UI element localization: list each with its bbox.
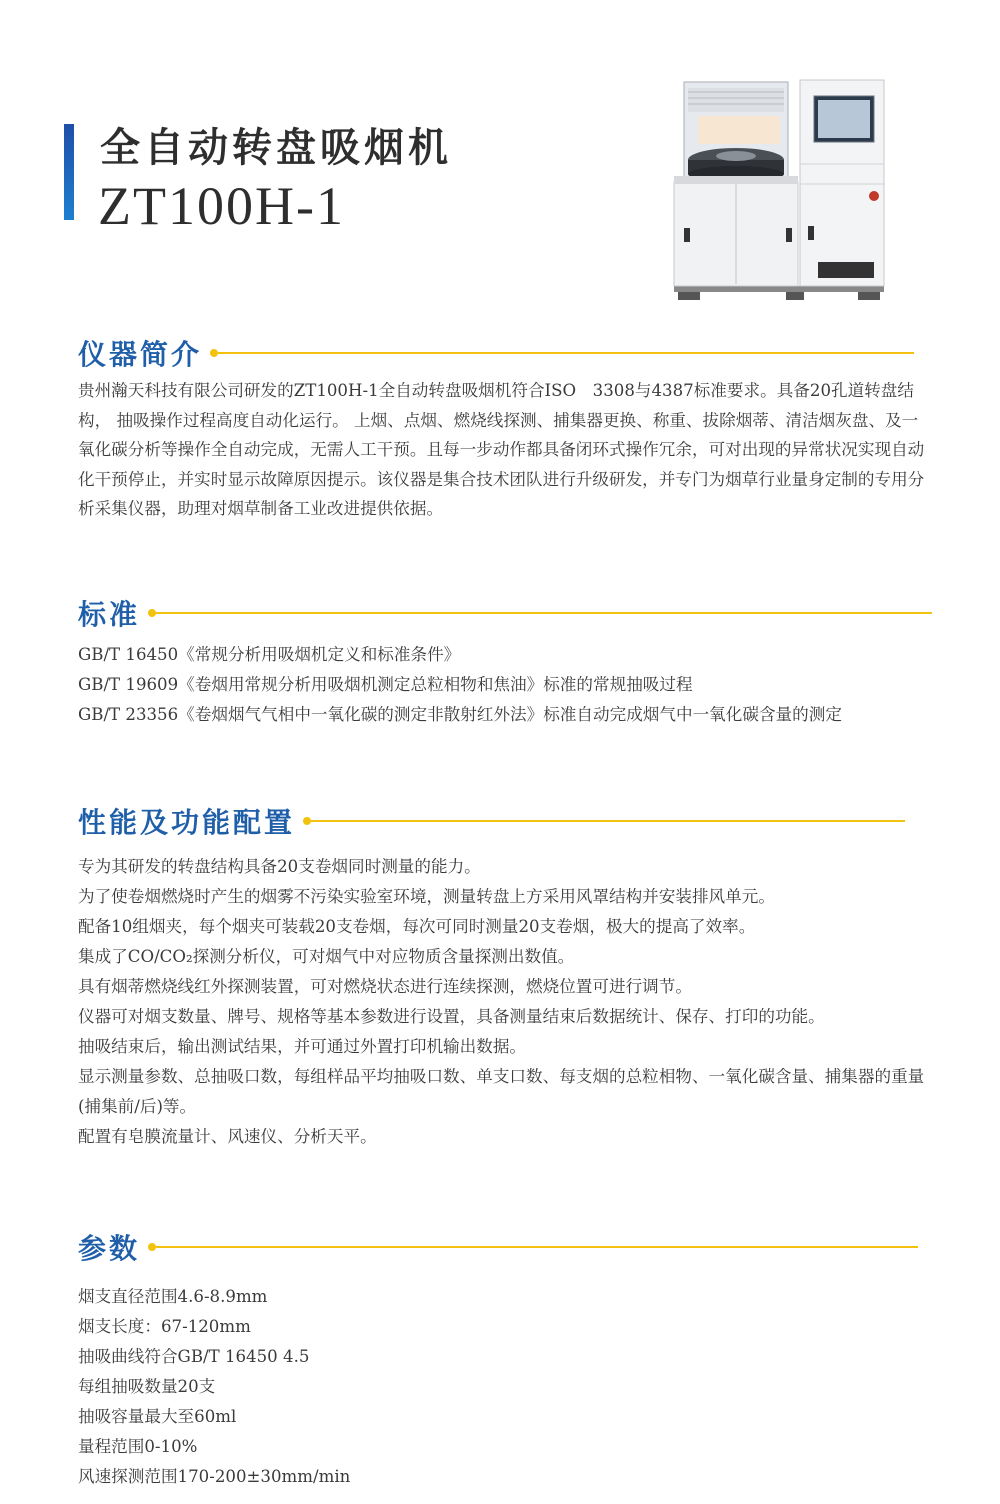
- section-title-intro: 仪器简介: [78, 338, 203, 371]
- section-header-intro: [78, 334, 914, 372]
- section-title-standards: 标准: [78, 598, 141, 631]
- list-item: 抽吸曲线符合GB/T 16450 4.5: [78, 1347, 310, 1366]
- section-divider: [218, 352, 914, 354]
- list-item: 烟支长度：67-120mm: [78, 1317, 251, 1336]
- list-item: 抽吸容量最大至60ml: [78, 1407, 237, 1426]
- intro-paragraph: [78, 376, 926, 524]
- list-item: 配备10组烟夹，每个烟夹可装载20支卷烟，每次可同时测量20支卷烟，极大的提高了效率。: [78, 917, 756, 936]
- section-title-features: 性能及功能配置: [78, 806, 296, 839]
- list-item: GB/T 23356《卷烟烟气气相中一氧化碳的测定非散射红外法》标准自动完成烟气中一氧化碳含量的测定: [78, 705, 842, 724]
- intro-text: 贵州瀚天科技有限公司研发的ZT100H-1全自动转盘吸烟机符合ISO 3308与4387标准要求。具备20孔道转盘结构， 抽吸操作过程高度自动化运行。 上烟、点烟、燃烧线探测、捕集器更换、称重、拔除烟蒂、清洁烟灰盘、及一氧化碳分析等操作全自动完成，无需人工干预。且每一步动作都具备闭环式操作冗余，可对出现的异常状况实现自动化干预停止，并实时显示故障原因提示。该仪器是集合技术团队进行升级研发，并专门为烟草行业量身定制的专用分析采集仪器，助理对烟草制备工业改进提供依据。: [78, 381, 925, 519]
- list-item: GB/T 19609《卷烟用常规分析用吸烟机测定总粒相物和焦油》标准的常规抽吸过程: [78, 675, 693, 694]
- section-divider: [156, 612, 932, 614]
- standards-list: [78, 640, 926, 730]
- list-item: 显示测量参数、总抽吸口数，每组样品平均抽吸口数、单支口数、每支烟的总粒相物、一氧化碳含量、捕集器的重量(捕集前/后)等。: [78, 1067, 925, 1116]
- section-divider: [311, 820, 905, 822]
- list-item: 每组抽吸数量20支: [78, 1377, 216, 1396]
- list-item: 量程范围0-10%: [78, 1437, 198, 1456]
- list-item: 专为其研发的转盘结构具备20支卷烟同时测量的能力。: [78, 857, 481, 876]
- list-item: 风速探测范围170-200±30mm/min: [78, 1467, 351, 1486]
- section-title-params: 参数: [78, 1232, 141, 1265]
- product-machine-image: [668, 76, 888, 302]
- list-item: 仪器可对烟支数量、牌号、规格等基本参数进行设置，具备测量结束后数据统计、保存、打印的功能。: [78, 1007, 825, 1026]
- list-item: GB/T 16450《常规分析用吸烟机定义和标准条件》: [78, 645, 461, 664]
- list-item: 为了使卷烟燃烧时产生的烟雾不污染实验室环境，测量转盘上方采用风罩结构并安装排风单元。: [78, 887, 775, 906]
- section-header-standards: [78, 594, 932, 632]
- product-title: 全自动转盘吸烟机: [100, 125, 452, 171]
- list-item: 抽吸结束后，输出测试结果，并可通过外置打印机输出数据。: [78, 1037, 527, 1056]
- list-item: 配置有皂膜流量计、风速仪、分析天平。: [78, 1127, 377, 1146]
- list-item: 烟支直径范围4.6-8.9mm: [78, 1287, 268, 1306]
- product-model: ZT100H-1: [98, 176, 345, 236]
- params-list: [78, 1282, 926, 1492]
- list-item: 具有烟蒂燃烧线红外探测装置，可对燃烧状态进行连续探测，燃烧位置可进行调节。: [78, 977, 692, 996]
- section-header-params: [78, 1228, 918, 1266]
- section-divider: [156, 1246, 918, 1248]
- list-item: 集成了CO/CO₂探测分析仪，可对烟气中对应物质含量探测出数值。: [78, 947, 575, 966]
- section-header-features: [78, 802, 905, 840]
- title-accent-bar: [64, 124, 74, 220]
- features-list: [78, 852, 926, 1152]
